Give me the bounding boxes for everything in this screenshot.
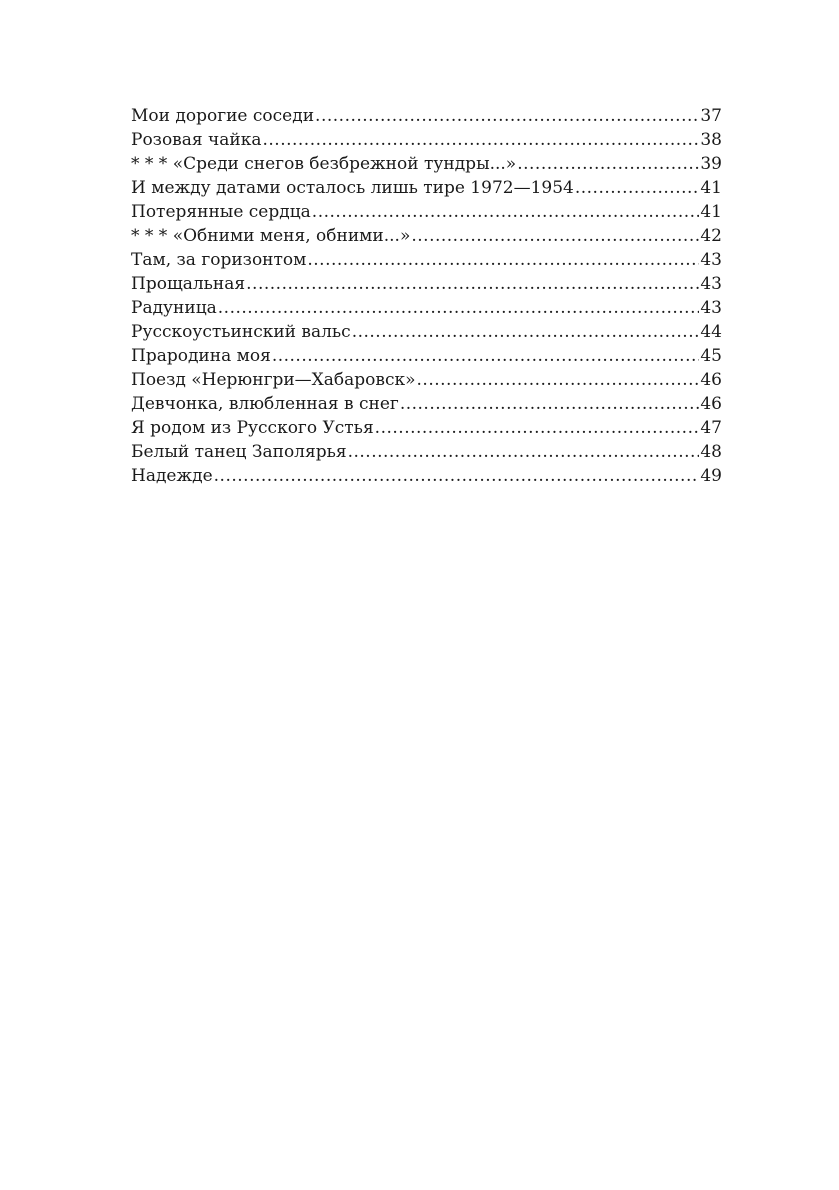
toc-entry-page: 46	[700, 394, 722, 414]
toc-entry-page: 49	[700, 466, 722, 486]
toc-entry-title: Белый танец Заполярья	[131, 442, 347, 462]
toc-dot-leader	[218, 296, 700, 320]
toc-entry-page: 43	[700, 250, 722, 270]
toc-dot-leader	[411, 224, 699, 248]
toc-entry	[131, 224, 722, 248]
toc-entry	[131, 392, 722, 416]
toc-dot-leader	[246, 272, 699, 296]
toc-entry-title: Я родом из Русского Устья	[131, 418, 374, 438]
toc-entry-title: * * * «Среди снегов безбрежной тундры...»	[131, 154, 517, 174]
toc-entry-title: Надежде	[131, 466, 213, 486]
toc-dot-leader	[352, 320, 700, 344]
toc-entry	[131, 368, 722, 392]
toc-entry-page: 38	[700, 130, 722, 150]
toc-entry-page: 48	[700, 442, 722, 462]
toc-entry	[131, 440, 722, 464]
toc-entry	[131, 104, 722, 128]
toc-dot-leader	[517, 152, 699, 176]
table-of-contents	[131, 104, 722, 488]
toc-entry-title: Потерянные сердца	[131, 202, 311, 222]
toc-dot-leader	[375, 416, 700, 440]
toc-entry-page: 43	[700, 274, 722, 294]
toc-entry	[131, 248, 722, 272]
toc-dot-leader	[315, 104, 699, 128]
toc-dot-leader	[307, 248, 699, 272]
toc-entry-title: Девчонка, влюбленная в снег	[131, 394, 399, 414]
toc-entry-title: Прародина моя	[131, 346, 271, 366]
toc-entry	[131, 320, 722, 344]
toc-entry	[131, 128, 722, 152]
toc-dot-leader	[575, 176, 700, 200]
toc-dot-leader	[417, 368, 700, 392]
toc-entry	[131, 200, 722, 224]
toc-entry	[131, 272, 722, 296]
toc-entry-title: Мои дорогие соседи	[131, 106, 315, 126]
toc-entry	[131, 176, 722, 200]
toc-entry	[131, 152, 722, 176]
toc-entry-title: И между датами осталось лишь тире 1972—1954	[131, 178, 574, 198]
toc-dot-leader	[348, 440, 700, 464]
toc-entry-page: 39	[700, 154, 722, 174]
toc-entry-page: 45	[700, 346, 722, 366]
toc-entry-title: Прощальная	[131, 274, 246, 294]
toc-entry-page: 43	[700, 298, 722, 318]
toc-entry	[131, 464, 722, 488]
toc-entry-page: 46	[700, 370, 722, 390]
toc-dot-leader	[272, 344, 700, 368]
toc-entry-title: * * * «Обними меня, обними...»	[131, 226, 411, 246]
toc-entry-title: Радуница	[131, 298, 217, 318]
toc-entry-page: 47	[700, 418, 722, 438]
toc-entry	[131, 416, 722, 440]
toc-entry-page: 41	[700, 202, 722, 222]
toc-dot-leader	[312, 200, 700, 224]
toc-entry	[131, 344, 722, 368]
toc-entry-page: 44	[700, 322, 722, 342]
toc-entry-page: 42	[700, 226, 722, 246]
toc-entry	[131, 296, 722, 320]
toc-dot-leader	[262, 128, 699, 152]
toc-dot-leader	[214, 464, 700, 488]
toc-dot-leader	[400, 392, 700, 416]
toc-entry-page: 41	[700, 178, 722, 198]
toc-entry-title: Розовая чайка	[131, 130, 262, 150]
toc-entry-title: Русскоустьинский вальс	[131, 322, 351, 342]
toc-entry-title: Там, за горизонтом	[131, 250, 307, 270]
toc-entry-title: Поезд «Нерюнгри—Хабаровск»	[131, 370, 416, 390]
toc-entry-page: 37	[700, 106, 722, 126]
